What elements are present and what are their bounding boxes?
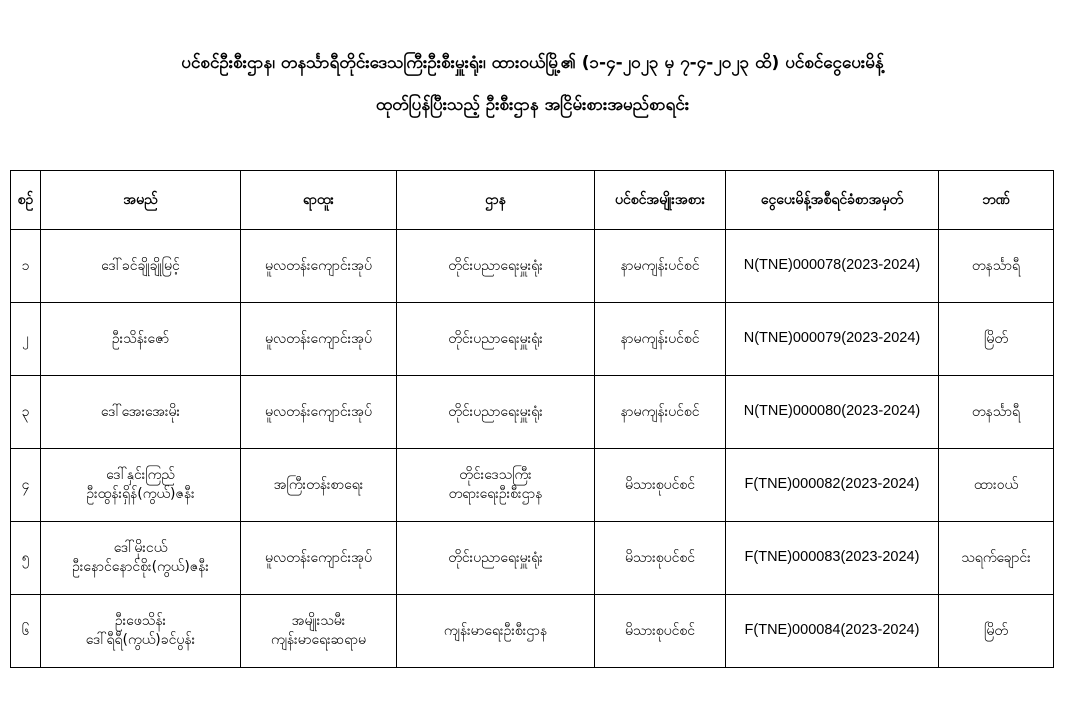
cell-serial-no: ၃ bbox=[11, 376, 41, 449]
cell-rank-line: အကြီးတန်းစာရေး bbox=[273, 476, 364, 493]
header-serial-no: စဉ် bbox=[11, 171, 41, 230]
cell-rank-line: မူလတန်းကျောင်းအုပ် bbox=[265, 549, 372, 566]
cell-pension-type: မိသားစုပင်စင် bbox=[595, 522, 726, 595]
cell-rank bbox=[241, 376, 397, 449]
cell-name-line: ဒေါ်မိုးငယ် bbox=[113, 540, 168, 557]
cell-department bbox=[397, 303, 595, 376]
cell-name bbox=[41, 449, 241, 522]
cell-name bbox=[41, 595, 241, 668]
cell-department-line: တရားရေးဦးစီးဌာန bbox=[448, 486, 543, 502]
cell-pension-type: နာမကျန်းပင်စင် bbox=[595, 376, 726, 449]
cell-rank-line: မူလတန်းကျောင်းအုပ် bbox=[265, 257, 372, 274]
cell-serial-no: ၂ bbox=[11, 303, 41, 376]
cell-serial-no: ၄ bbox=[11, 449, 41, 522]
cell-department bbox=[397, 376, 595, 449]
cell-department-line: ကျန်းမာရေးဦးစီးဌာန bbox=[443, 622, 548, 639]
table-body bbox=[11, 230, 1054, 668]
cell-name-line: ဒေါ်ရီရီ(ကွယ်)ခင်ပွန်း bbox=[85, 632, 196, 648]
cell-order-number: N(TNE)000078(2023-2024) bbox=[726, 230, 939, 303]
document-title-line-2: ထုတ်ပြန်ပြီးသည့် ဦးစီးဌာန အငြိမ်းစားအမည်စာရင်း bbox=[375, 95, 690, 115]
cell-department-line: တိုင်းဒေသကြီး bbox=[459, 467, 532, 484]
cell-rank-line: ကျန်းမာရေးဆရာမ bbox=[271, 632, 366, 648]
cell-pension-type: နာမကျန်းပင်စင် bbox=[595, 303, 726, 376]
table-row bbox=[11, 303, 1054, 376]
table-row bbox=[11, 595, 1054, 668]
cell-name-line: ဒေါ်နှင်းကြည် bbox=[106, 467, 175, 484]
cell-serial-no: ၁ bbox=[11, 230, 41, 303]
table-row bbox=[11, 376, 1054, 449]
cell-name-line: ဒေါ်ခင်ချိုချိုမြင့် bbox=[101, 257, 180, 274]
cell-bank: မြိတ် bbox=[939, 303, 1054, 376]
cell-order-number: F(TNE)000084(2023-2024) bbox=[726, 595, 939, 668]
cell-pension-type: မိသားစုပင်စင် bbox=[595, 595, 726, 668]
header-rank: ရာထူး bbox=[241, 171, 397, 230]
cell-name bbox=[41, 376, 241, 449]
cell-rank bbox=[241, 522, 397, 595]
cell-name bbox=[41, 303, 241, 376]
cell-order-number: N(TNE)000079(2023-2024) bbox=[726, 303, 939, 376]
table-row bbox=[11, 449, 1054, 522]
cell-rank bbox=[241, 230, 397, 303]
pensioner-table bbox=[10, 170, 1054, 668]
cell-pension-type: မိသားစုပင်စင် bbox=[595, 449, 726, 522]
header-department: ဌာန bbox=[397, 171, 595, 230]
cell-name-line: ဦးဖေသိန်း bbox=[114, 613, 167, 630]
document-title-line-1: ပင်စင်ဦးစီးဌာန၊ တနင်္သာရီတိုင်းဒေသကြီးဦးစီးမှူးရုံး၊ ထားဝယ်မြို့၏ (၁-၄-၂၀၂၃ မှ ၇-၄-၂၀၂၃ ထိ) ပင်စင်ငွေပေးမိန့် bbox=[181, 53, 884, 73]
cell-order-number: N(TNE)000080(2023-2024) bbox=[726, 376, 939, 449]
cell-bank: သရက်ချောင်း bbox=[939, 522, 1054, 595]
cell-rank bbox=[241, 595, 397, 668]
table-header-row bbox=[11, 171, 1054, 230]
header-bank: ဘဏ် bbox=[939, 171, 1054, 230]
header-pension-type: ပင်စင်အမျိုးအစား bbox=[595, 171, 726, 230]
cell-order-number: F(TNE)000083(2023-2024) bbox=[726, 522, 939, 595]
cell-name-line: ဦးနောင်နောင်စိုး(ကွယ်)ဇနီး bbox=[72, 559, 209, 575]
cell-serial-no: ၅ bbox=[11, 522, 41, 595]
cell-department-line: တိုင်းပညာရေးမှူးရုံး bbox=[448, 403, 543, 420]
cell-bank: မြိတ် bbox=[939, 595, 1054, 668]
cell-name bbox=[41, 522, 241, 595]
table-row bbox=[11, 230, 1054, 303]
cell-department-line: တိုင်းပညာရေးမှူးရုံး bbox=[448, 257, 543, 274]
table-row bbox=[11, 522, 1054, 595]
cell-rank-line: အမျိုးသမီး bbox=[291, 613, 346, 630]
cell-serial-no: ၆ bbox=[11, 595, 41, 668]
cell-bank: တနင်္သာရီ bbox=[939, 376, 1054, 449]
cell-department bbox=[397, 449, 595, 522]
cell-rank bbox=[241, 303, 397, 376]
header-name: အမည် bbox=[41, 171, 241, 230]
cell-name-line: ဦးထွန်းရှိန်(ကွယ်)ဇနီး bbox=[86, 486, 195, 502]
cell-pension-type: နာမကျန်းပင်စင် bbox=[595, 230, 726, 303]
cell-name-line: ဒေါ်အေးအေးမိုး bbox=[100, 403, 181, 420]
header-order-number: ငွေပေးမိန့်အစီရင်ခံစာအမှတ် bbox=[726, 171, 939, 230]
cell-name-line: ဦးသိန်းဇော် bbox=[111, 330, 170, 347]
cell-rank-line: မူလတန်းကျောင်းအုပ် bbox=[265, 403, 372, 420]
cell-department-line: တိုင်းပညာရေးမှူးရုံး bbox=[448, 549, 543, 566]
cell-department-line: တိုင်းပညာရေးမှူးရုံး bbox=[448, 330, 543, 347]
cell-department bbox=[397, 230, 595, 303]
cell-order-number: F(TNE)000082(2023-2024) bbox=[726, 449, 939, 522]
cell-department bbox=[397, 522, 595, 595]
cell-rank bbox=[241, 449, 397, 522]
cell-name bbox=[41, 230, 241, 303]
cell-bank: ထားဝယ် bbox=[939, 449, 1054, 522]
cell-bank: တနင်္သာရီ bbox=[939, 230, 1054, 303]
cell-rank-line: မူလတန်းကျောင်းအုပ် bbox=[265, 330, 372, 347]
cell-department bbox=[397, 595, 595, 668]
